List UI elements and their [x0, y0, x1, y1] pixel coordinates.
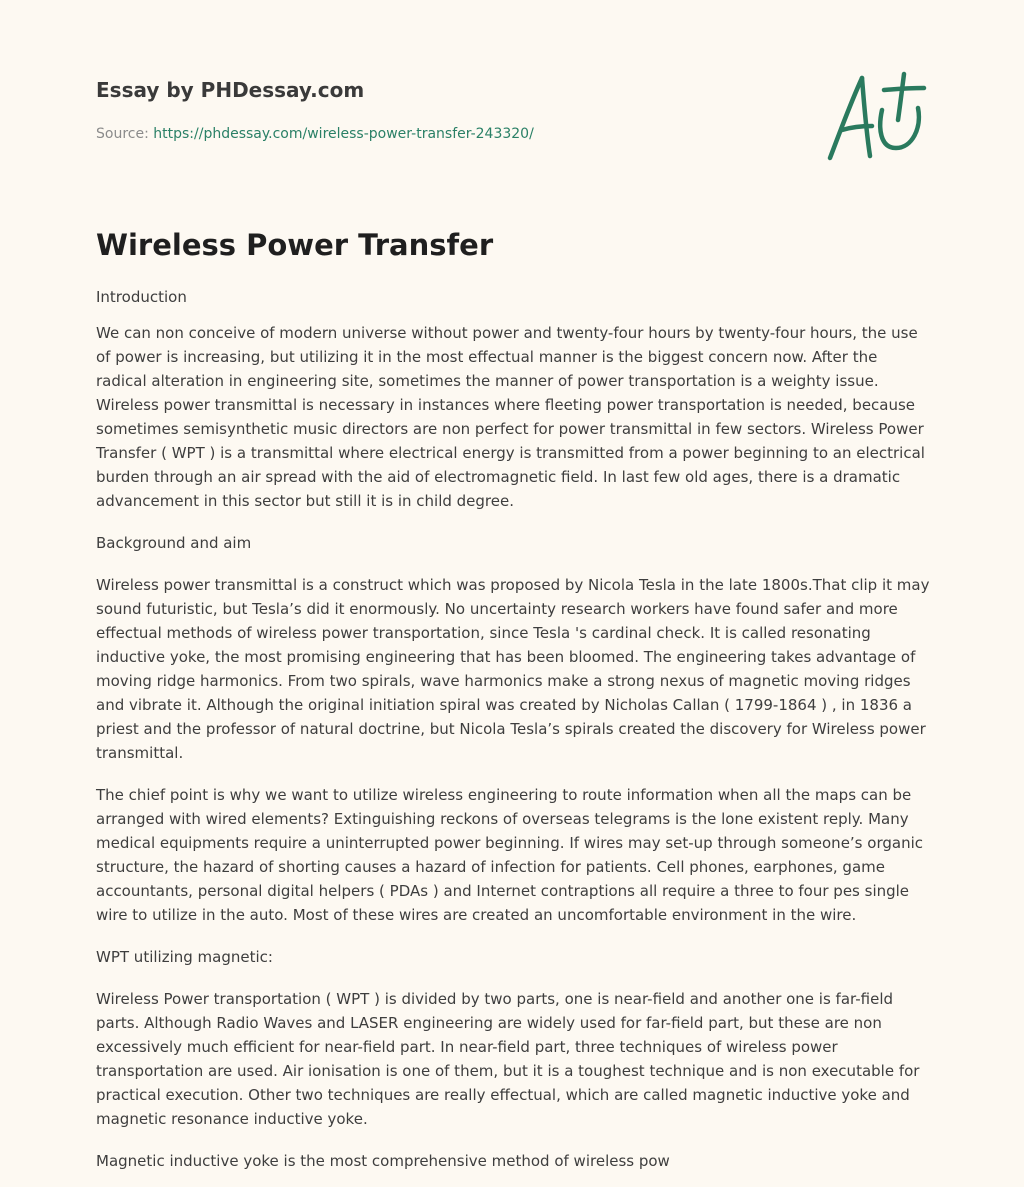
- source-label: Source:: [96, 126, 149, 142]
- document-title: Wireless Power Transfer: [96, 228, 494, 262]
- section-heading-introduction: Introduction: [96, 288, 187, 306]
- site-title: Essay by PHDessay.com: [96, 78, 365, 102]
- paragraph-introduction: We can non conceive of modern universe without power and twenty-four hours by twenty-four hours, the use of power is increasing, but utilizing it in the most effectual manner is the biggest concern now. After the radical alteration in engineering site, sometimes the manner of power transportation is a weighty issue. Wireless power transmittal is necessary in instances where fleeting power transportation is needed, because sometimes semisynthetic music directors are non perfect for power transmittal in few sectors. Wireless Power Transfer ( WPT ) is a transmittal where electrical energy is transmitted from a power beginning to an electrical burden through an air spread with the aid of electromagnetic field. In last few old ages, there is a dramatic advancement in this sector but still it is in child degree.: [96, 324, 925, 510]
- a-plus-logo-icon: [818, 64, 930, 168]
- site-header: [96, 76, 796, 144]
- section-heading-wpt-magnetic: WPT utilizing magnetic:: [96, 948, 273, 966]
- source-line: [96, 124, 796, 144]
- paragraph-background: Wireless power transmittal is a construct which was proposed by Nicola Tesla in the late 1800s.That clip it may sound futuristic, but Tesla’s did it enormously. No uncertainty research workers have found safer and more effectual methods of wireless power transportation, since Tesla 's cardinal check. It is called resonating inductive yoke, the most promising engineering that has been bloomed. The engineering takes advantage of moving ridge harmonics. From two spirals, wave harmonics make a strong nexus of magnetic moving ridges and vibrate it. Although the original initiation spiral was created by Nicholas Callan ( 1799-1864 ) , in 1836 a priest and the professor of natural doctrine, but Nicola Tesla’s spirals created the discovery for Wireless power transmittal.: [96, 576, 930, 762]
- source-link[interactable]: https://phdessay.com/wireless-power-transfer-243320/: [153, 126, 534, 142]
- paragraph-chief-point: The chief point is why we want to utilize wireless engineering to route information when all the maps can be arranged with wired elements? Extinguishing reckons of overseas telegrams is the lone existent reply. Many medical equipments require a uninterrupted power beginning. If wires may set-up through someone’s organic structure, the hazard of shorting causes a hazard of infection for patients. Cell phones, earphones, game accountants, personal digital helpers ( PDAs ) and Internet contraptions all require a three to four pes single wire to utilize in the auto. Most of these wires are created an uncomfortable environment in the wire.: [96, 786, 923, 924]
- paragraph-wpt-magnetic: Wireless Power transportation ( WPT ) is divided by two parts, one is near-field and another one is far-field parts. Although Radio Waves and LASER engineering are widely used for far-field part, but these are non excessively much efficient for near-field part. In near-field part, three techniques of wireless power transportation are used. Air ionisation is one of them, but it is a toughest technique and is non executable for practical execution. Other two techniques are really effectual, which are called magnetic inductive yoke and magnetic resonance inductive yoke.: [96, 990, 920, 1128]
- paragraph-truncated: Magnetic inductive yoke is the most comprehensive method of wireless pow: [96, 1152, 670, 1170]
- essay-content: [96, 285, 932, 1187]
- section-heading-background: Background and aim: [96, 534, 252, 552]
